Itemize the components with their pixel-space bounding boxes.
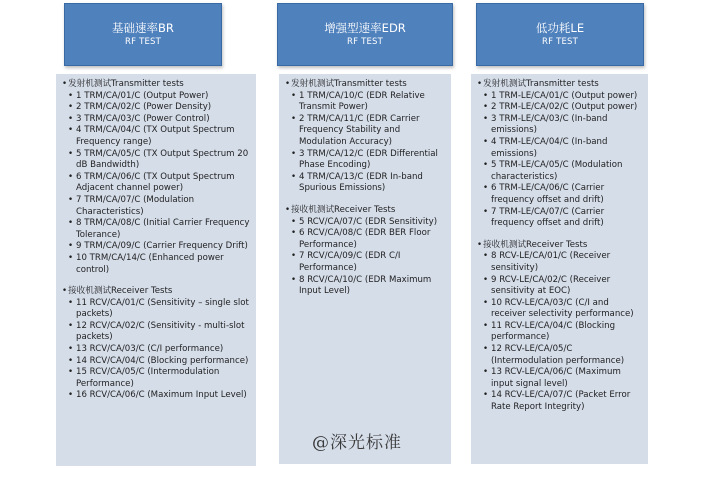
list-item: • 1 TRM/CA/01/C (Output Power): [62, 91, 250, 103]
list-item: • 13 RCV-LE/CA/06/C (Maximum input signal level): [477, 367, 642, 390]
list-item: • 2 TRM-LE/CA/02/C (Output power): [477, 102, 642, 114]
list-item: • 14 RCV/CA/04/C (Blocking performance): [62, 356, 250, 368]
header-title: 低功耗LE: [535, 20, 585, 35]
list-item: • 4 TRM/CA/13/C (EDR In-band Spurious Emissions): [285, 172, 445, 195]
header-title: 基础速率BR: [112, 20, 174, 35]
list-item: • 5 TRM/CA/05/C (TX Output Spectrum 20 dB Bandwidth): [62, 149, 250, 172]
list-item: • 11 RCV-LE/CA/04/C (Blocking performance): [477, 321, 642, 344]
panel-edr: [279, 74, 451, 464]
header-br: [64, 3, 222, 66]
header-edr: [277, 3, 453, 66]
list-item: • 5 RCV/CA/07/C (EDR Sensitivity): [285, 217, 445, 229]
list-item: • 4 TRM-LE/CA/04/C (In-band emissions): [477, 137, 642, 160]
list-item: • 3 TRM/CA/03/C (Power Control): [62, 114, 250, 126]
list-item: • 10 TRM/CA/14/C (Enhanced power control): [62, 253, 250, 276]
list-item: • 2 TRM/CA/11/C (EDR Carrier Frequency Stability and Modulation Accuracy): [285, 114, 445, 149]
list-item: • 7 RCV/CA/09/C (EDR C/I Performance): [285, 251, 445, 274]
header-subtitle: RF TEST: [124, 36, 162, 47]
list-item: • 3 TRM-LE/CA/03/C (In-band emissions): [477, 114, 642, 137]
list-item: • 9 TRM/CA/09/C (Carrier Frequency Drift): [62, 241, 250, 253]
watermark: @深光标准: [312, 433, 402, 453]
list-item: • 15 RCV/CA/05/C (Intermodulation Performance): [62, 367, 250, 390]
list-item: • 11 RCV/CA/01/C (Sensitivity – single slot packets): [62, 298, 250, 321]
header-title: 增强型速率EDR: [324, 20, 406, 35]
list-item: • 6 TRM/CA/06/C (TX Output Spectrum Adjacent channel power): [62, 172, 250, 195]
section-heading: • 接收机测试Receiver Tests: [62, 286, 250, 298]
list-item: • 6 TRM-LE/CA/06/C (Carrier frequency offset and drift): [477, 183, 642, 206]
list-item: • 7 TRM/CA/07/C (Modulation Characteristics): [62, 195, 250, 218]
list-item: • 7 TRM-LE/CA/07/C (Carrier frequency offset and drift): [477, 207, 642, 230]
section-heading: • 发射机测试Transmitter tests: [477, 79, 642, 91]
list-item: • 9 RCV-LE/CA/02/C (Receiver sensitivity at EOC): [477, 275, 642, 298]
list-item: • 8 RCV-LE/CA/01/C (Receiver sensitivity): [477, 251, 642, 274]
list-item: • 5 TRM-LE/CA/05/C (Modulation characteristics): [477, 160, 642, 183]
section-heading: • 发射机测试Transmitter tests: [62, 79, 250, 91]
list-item: • 1 TRM/CA/10/C (EDR Relative Transmit Power): [285, 91, 445, 114]
panel-le: [471, 74, 648, 464]
list-item: • 14 RCV-LE/CA/07/C (Packet Error Rate Report Integrity): [477, 390, 642, 413]
list-item: • 2 TRM/CA/02/C (Power Density): [62, 102, 250, 114]
list-item: • 13 RCV/CA/03/C (C/I performance): [62, 344, 250, 356]
section-heading: • 接收机测试Receiver Tests: [477, 240, 642, 252]
list-item: • 8 RCV/CA/10/C (EDR Maximum Input Level): [285, 275, 445, 298]
list-item: • 12 RCV/CA/02/C (Sensitivity - multi-slot packets): [62, 321, 250, 344]
list-item: • 3 TRM/CA/12/C (EDR Differential Phase Encoding): [285, 149, 445, 172]
list-item: • 6 RCV/CA/08/C (EDR BER Floor Performance): [285, 228, 445, 251]
header-le: [476, 3, 644, 66]
section-heading: • 发射机测试Transmitter tests: [285, 79, 445, 91]
list-item: • 4 TRM/CA/04/C (TX Output Spectrum Frequency range): [62, 125, 250, 148]
list-item: • 8 TRM/CA/08/C (Initial Carrier Frequency Tolerance): [62, 218, 250, 241]
list-item: • 12 RCV-LE/CA/05/C (Intermodulation performance): [477, 344, 642, 367]
header-subtitle: RF TEST: [541, 36, 579, 47]
section-heading: • 接收机测试Receiver Tests: [285, 205, 445, 217]
list-item: • 1 TRM-LE/CA/01/C (Output power): [477, 91, 642, 103]
panel-br: [56, 74, 256, 466]
list-item: • 10 RCV-LE/CA/03/C (C/I and receiver selectivity performance): [477, 298, 642, 321]
header-subtitle: RF TEST: [346, 36, 384, 47]
list-item: • 16 RCV/CA/06/C (Maximum Input Level): [62, 390, 250, 402]
